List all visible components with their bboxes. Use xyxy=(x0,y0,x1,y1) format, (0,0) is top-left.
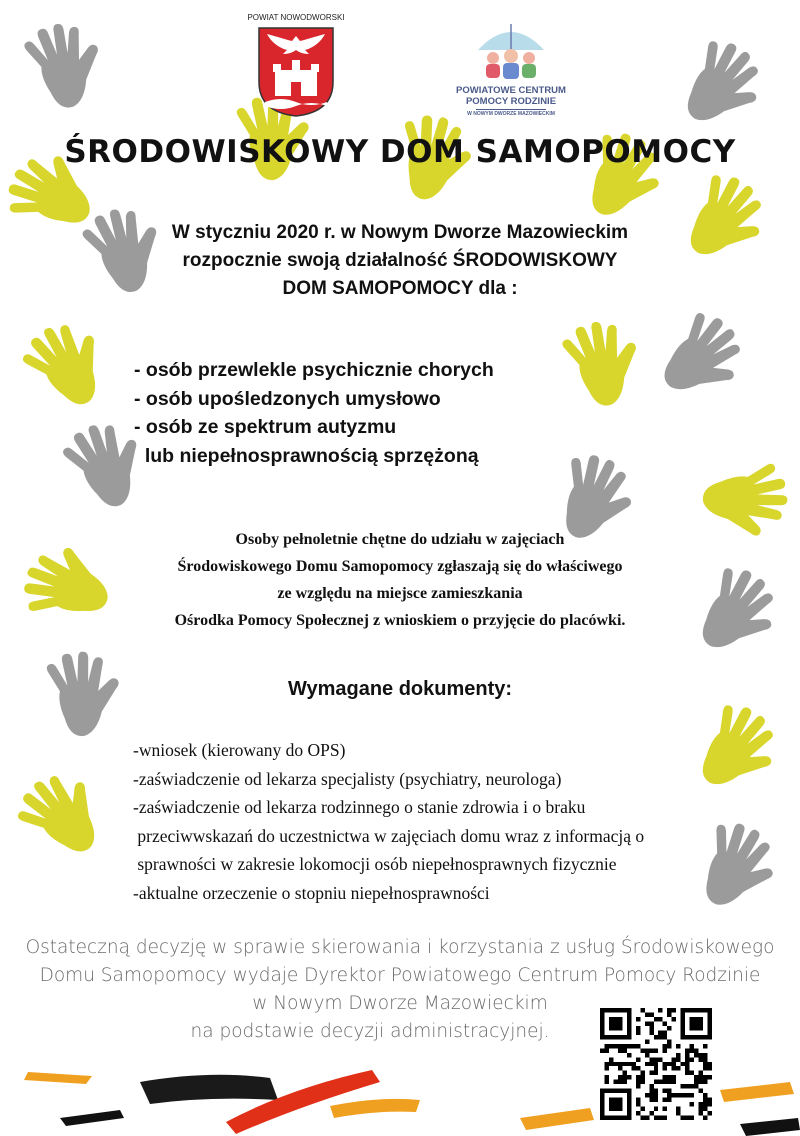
hand-print-icon xyxy=(6,8,120,128)
hand-print-icon xyxy=(0,754,127,882)
footer-line: Ostateczną decyzję w sprawie skierowania i korzystania z usług Środowiskowego xyxy=(25,937,775,958)
info-line: Środowiskowego Domu Samopomocy zgłaszają się do właściwego xyxy=(177,558,623,575)
qr-code-icon xyxy=(600,1008,712,1120)
county-label: POWIAT NOWODWORSKI xyxy=(247,13,345,22)
document-line: sprawności w zakresie lokomocji osób niepełnosprawnych fizycznie xyxy=(133,854,617,874)
list-item: lub niepełnosprawnością sprzężoną xyxy=(134,444,479,467)
application-info xyxy=(110,526,690,634)
hand-print-icon xyxy=(14,537,123,638)
info-line: Ośrodka Pomocy Społecznej z wnioskiem o przyjęcie do placówki. xyxy=(174,612,626,629)
list-item: - osób upośledzonych umysłowo xyxy=(134,387,441,410)
intro-line: W styczniu 2020 r. w Nowym Dworze Mazowieckim xyxy=(171,222,629,243)
documents-list xyxy=(133,736,773,907)
list-item: - osób przewlekle psychicznie chorych xyxy=(134,359,494,381)
footer-line: na podstawie decyzji administracyjnej. xyxy=(190,1021,550,1042)
documents-heading: Wymagane dokumenty: xyxy=(287,678,513,700)
pcpr-logo-icon xyxy=(448,20,574,120)
pcpr-line3: W NOWYM DWORZE MAZOWIECKIM xyxy=(467,111,555,117)
list-item: - osób ze spektrum autyzmu xyxy=(134,416,397,438)
pcpr-line2: POMOCY RODZINIE xyxy=(465,96,557,107)
info-line: Osoby pełnoletnie chętne do udziału w zajęciach xyxy=(235,531,565,548)
hand-print-icon xyxy=(660,157,782,283)
intro-line: rozpocznie swoją działalność ŚRODOWISKOWY xyxy=(182,250,618,271)
intro-line: DOM SAMOPOMOCY dla : xyxy=(282,278,518,299)
hand-print-icon xyxy=(634,294,762,423)
pcpr-line1: POWIATOWE CENTRUM xyxy=(456,85,566,96)
document-line: -zaświadczenie od lekarza specjalisty (psychiatry, neurologa) xyxy=(133,768,562,789)
footer-line: Domu Samopomocy wydaje Dyrektor Powiatowego Centrum Pomocy Rodzinie xyxy=(39,965,761,986)
hand-print-icon xyxy=(672,550,794,676)
target-groups-list xyxy=(134,356,554,470)
document-line: -aktualne orzeczenie o stopniu niepełnosprawności xyxy=(133,882,490,903)
document-line: -wniosek (kierowany do OPS) xyxy=(133,740,346,760)
footer-line: w Nowym Dworze Mazowieckim xyxy=(252,993,548,1014)
intro-paragraph xyxy=(130,219,670,303)
hand-print-icon xyxy=(657,23,779,149)
document-line: przeciwwskazań do uczestnictwa w zajęciach domu wraz z informacją o xyxy=(133,825,645,846)
document-line: -zaświadczenie od lekarza rodzinnego o stanie zdrowia i o braku xyxy=(133,797,586,817)
info-line: ze względu na miejsce zamieszkania xyxy=(277,585,523,602)
coat-of-arms-icon xyxy=(257,26,335,118)
page-title: ŚRODOWISKOWY DOM SAMOPOMOCY xyxy=(64,134,736,170)
hand-print-icon xyxy=(688,447,797,548)
